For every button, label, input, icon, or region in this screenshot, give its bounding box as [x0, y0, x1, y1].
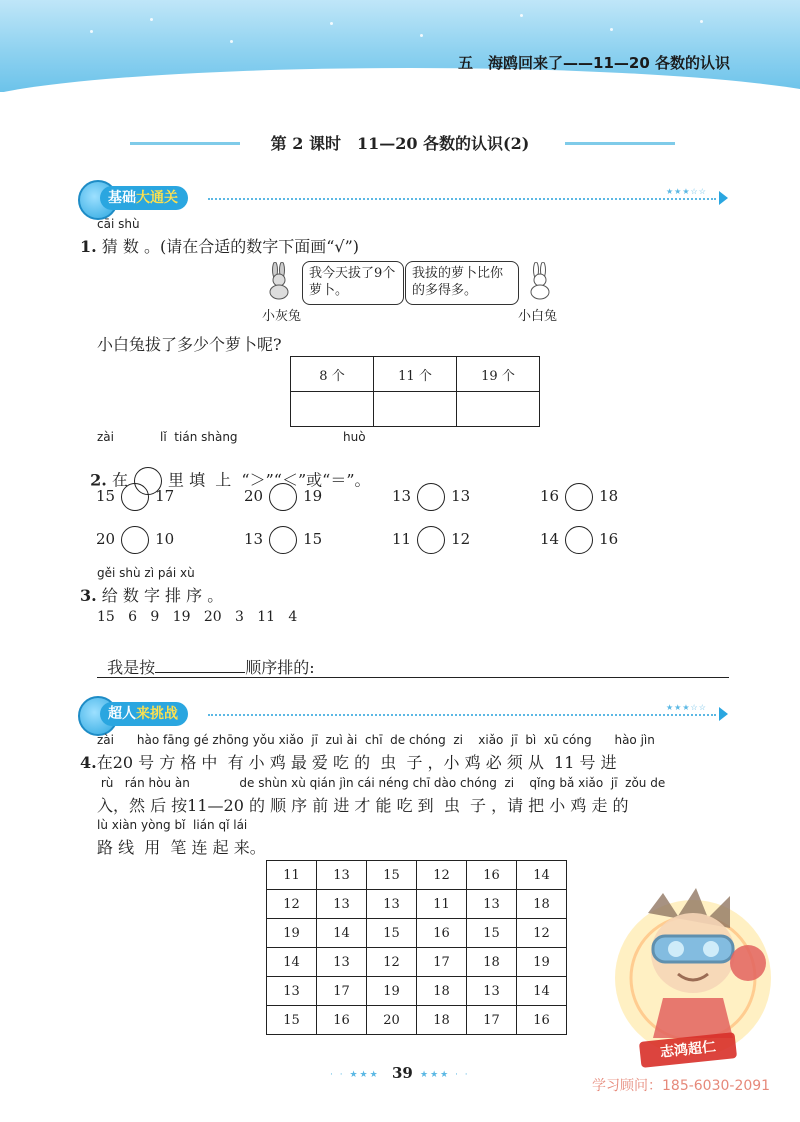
grid-cell[interactable]: 18	[517, 890, 567, 919]
sparkle	[330, 22, 333, 25]
sparkle	[610, 28, 613, 31]
grid-cell[interactable]: 14	[517, 861, 567, 890]
page-number: 39	[392, 1064, 413, 1082]
option-cell: 19 个	[457, 357, 540, 392]
grid-cell[interactable]: 13	[317, 890, 367, 919]
answer-line[interactable]	[97, 677, 729, 678]
banner-arrow-icon	[719, 707, 728, 721]
grid-cell[interactable]: 12	[417, 861, 467, 890]
compare-item: 15 17	[96, 483, 174, 511]
contact-watermark: 学习顾问：185-6030-2091	[592, 1078, 771, 1094]
grid-cell[interactable]: 14	[317, 919, 367, 948]
sparkle	[420, 34, 423, 37]
grid-cell[interactable]: 11	[267, 861, 317, 890]
q2-pinyin-a: zài	[97, 430, 114, 444]
right-speech-bubble: 我拔的萝卜比你的多得多。	[405, 261, 519, 305]
grid-row	[267, 890, 567, 919]
q2-number: 2.	[90, 470, 107, 490]
compare-item: 20 10	[96, 526, 174, 554]
grid-cell[interactable]: 18	[417, 977, 467, 1006]
compare-item: 14 16	[540, 526, 618, 554]
answer-cell[interactable]	[374, 392, 457, 427]
grid-cell[interactable]: 19	[367, 977, 417, 1006]
q3-numbers: 15 6 9 19 20 3 11 4	[97, 609, 298, 625]
q3-pinyin: gěi shù zì pái xù	[97, 566, 195, 580]
answer-cell[interactable]	[291, 392, 374, 427]
left-speech-bubble: 我今天拔了9个萝卜。	[302, 261, 404, 305]
banner-stars: ★★★☆☆	[666, 703, 707, 712]
answer-circle[interactable]	[269, 483, 297, 511]
grid-cell[interactable]: 13	[317, 861, 367, 890]
compare-item: 13 13	[392, 483, 470, 511]
q4-pinyin-line: lù xiàn yòng bǐ lián qǐ lái	[97, 818, 248, 832]
q1-question: 小白兔拔了多少个萝卜呢?	[97, 335, 282, 354]
lesson-title: 第 2 课时 11—20 各数的认识(2)	[270, 134, 530, 153]
q1-pinyin: cāi shù	[97, 217, 140, 231]
grid-cell[interactable]: 14	[267, 948, 317, 977]
answer-circle[interactable]	[121, 526, 149, 554]
banner-stars: ★★★☆☆	[666, 187, 707, 196]
q2-pinyin-b: lǐ tián shàng	[160, 430, 238, 444]
banner-dotted-line	[208, 714, 716, 716]
grid-cell[interactable]: 15	[267, 1006, 317, 1035]
q2-text: 2. 在 里 填 上 “＞”“＜”或“＝”。	[80, 448, 371, 495]
q1-number: 1.	[80, 237, 97, 256]
grid-cell[interactable]: 15	[467, 919, 517, 948]
grid-row	[267, 861, 567, 890]
grid-cell[interactable]: 18	[417, 1006, 467, 1035]
grid-row	[267, 919, 567, 948]
grid-row	[267, 948, 567, 977]
compare-item: 20 19	[244, 483, 322, 511]
q4-pinyin-line: rù rán hòu àn de shùn xù qián jìn cái néng chī dào chóng zi qǐng bǎ xiǎo jī zǒu de	[97, 776, 666, 790]
answer-blank[interactable]	[155, 658, 245, 673]
answer-circle[interactable]	[269, 526, 297, 554]
grid-cell[interactable]: 16	[417, 919, 467, 948]
option-cell: 8 个	[291, 357, 374, 392]
gray-rabbit-icon	[264, 262, 294, 300]
white-rabbit-name: 小白兔	[518, 309, 558, 324]
q3-sentence: 我是按 顺序排的:	[107, 658, 315, 677]
grid-cell[interactable]: 16	[517, 1006, 567, 1035]
answer-circle[interactable]	[417, 483, 445, 511]
footer-stars-left: · · ★★★	[330, 1070, 380, 1080]
gray-rabbit-name: 小灰兔	[262, 309, 302, 324]
q4-text-line: 路 线 用 笔 连 起 来。	[97, 838, 266, 857]
stamp-label: 志鸿超仁	[639, 1032, 737, 1068]
answer-circle[interactable]	[565, 526, 593, 554]
white-rabbit-icon	[525, 262, 555, 300]
number-grid	[266, 860, 567, 1035]
sparkle	[90, 30, 93, 33]
compare-item: 11 12	[392, 526, 470, 554]
q2-pinyin-c: huò	[343, 430, 366, 444]
compare-item: 13 15	[244, 526, 322, 554]
grid-cell[interactable]: 11	[417, 890, 467, 919]
option-cell: 11 个	[374, 357, 457, 392]
sparkle	[150, 18, 153, 21]
grid-cell[interactable]: 17	[317, 977, 367, 1006]
q4-text-line: 入，然 后 按11—20 的 顺 序 前 进 才 能 吃 到 虫 子 ，请 把 小 鸡 走 的	[97, 796, 629, 815]
section-banner-basic	[78, 186, 728, 212]
banner-arrow-icon	[719, 191, 728, 205]
compare-item: 16 18	[540, 483, 618, 511]
grid-cell[interactable]: 13	[317, 948, 367, 977]
q4-pinyin-line: zài hào fāng gé zhōng yǒu xiǎo jī zuì ài chī de chóng zi xiǎo jī bì xū cóng hào jìn	[97, 733, 655, 747]
sparkle	[520, 14, 523, 17]
grid-cell[interactable]: 13	[467, 890, 517, 919]
q4-text-line: 4.在20 号 方 格 中 有 小 鸡 最 爱 吃 的 虫 子 ，小 鸡 必 须 从 11 号 进	[80, 753, 617, 772]
footer-stars-right: ★★★ · ·	[420, 1070, 470, 1080]
q1-text: 1. 猜 数 。(请在合适的数字下面画“√”)	[80, 237, 360, 256]
section-label: 基础大通关	[100, 186, 188, 210]
grid-cell[interactable]: 12	[267, 890, 317, 919]
grid-cell[interactable]: 18	[467, 948, 517, 977]
banner-dotted-line	[208, 198, 716, 200]
q3-text: 3. 给 数 字 排 序 。	[80, 586, 224, 605]
grid-cell[interactable]: 16	[467, 861, 517, 890]
q4-number: 4.	[80, 753, 97, 772]
grid-row	[267, 1006, 567, 1035]
grid-cell[interactable]: 17	[467, 1006, 517, 1035]
grid-cell[interactable]: 13	[467, 977, 517, 1006]
grid-cell[interactable]: 12	[367, 948, 417, 977]
q3-number: 3.	[80, 586, 97, 605]
grid-cell[interactable]: 13	[367, 890, 417, 919]
sparkle	[230, 40, 233, 43]
answer-circle[interactable]	[417, 526, 445, 554]
grid-cell[interactable]: 12	[517, 919, 567, 948]
section-label: 超人来挑战	[100, 702, 188, 726]
grid-cell[interactable]: 15	[367, 861, 417, 890]
q1-options-table	[290, 356, 540, 427]
grid-cell[interactable]: 20	[367, 1006, 417, 1035]
grid-row	[267, 977, 567, 1006]
grid-cell[interactable]: 19	[267, 919, 317, 948]
answer-cell[interactable]	[457, 392, 540, 427]
section-banner-challenge	[78, 702, 728, 728]
header-curve	[0, 68, 800, 138]
unit-title: 五 海鸥回来了——11—20 各数的认识	[458, 54, 730, 72]
grid-cell[interactable]: 17	[417, 948, 467, 977]
answer-circle[interactable]	[565, 483, 593, 511]
grid-cell[interactable]: 13	[267, 977, 317, 1006]
sparkle	[700, 20, 703, 23]
grid-cell[interactable]: 16	[317, 1006, 367, 1035]
grid-cell[interactable]: 19	[517, 948, 567, 977]
grid-cell[interactable]: 14	[517, 977, 567, 1006]
grid-cell[interactable]: 15	[367, 919, 417, 948]
answer-circle[interactable]	[121, 483, 149, 511]
